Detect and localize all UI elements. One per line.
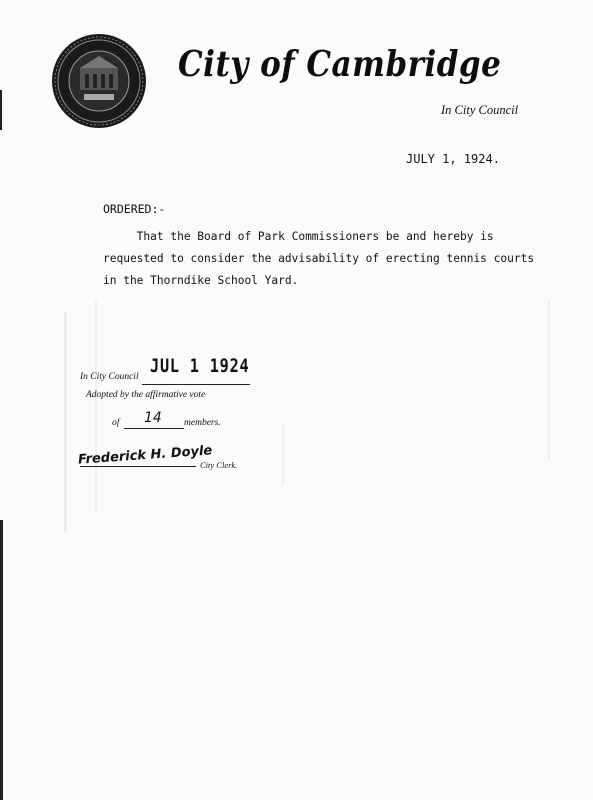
- stamp-adopted-label: Adopted by the affirmative vote: [86, 390, 206, 400]
- letterhead-subtitle: In City Council: [441, 103, 519, 117]
- stamp-signature-line: [80, 466, 196, 467]
- city-seal-icon: [50, 32, 148, 130]
- order-line: That the Board of Park Commissioners be and hereby is: [103, 230, 494, 243]
- order-heading: ORDERED:-: [103, 202, 166, 216]
- order-body: [103, 226, 553, 292]
- stamp-vote-line: [124, 428, 184, 429]
- scan-edge-mark: [0, 90, 2, 130]
- stamp-date: JUL 1 1924: [150, 355, 250, 377]
- letterhead-title: City of Cambridge: [178, 44, 502, 86]
- stamp-members-label: members.: [184, 418, 221, 428]
- stamp-date-line: [142, 384, 250, 385]
- order-line: in the Thorndike School Yard.: [103, 274, 299, 287]
- scan-smudge: [282, 425, 284, 485]
- clerk-signature: Frederick H. Doyle: [77, 443, 213, 468]
- scan-smudge: [64, 312, 67, 532]
- order-line: requested to consider the advisability of erecting tennis courts: [103, 252, 535, 265]
- stamp-in-council-label: In City Council: [80, 372, 139, 382]
- scan-smudge: [548, 300, 550, 460]
- stamp-vote-count: 14: [144, 410, 162, 426]
- order-date: JULY 1, 1924.: [406, 152, 500, 166]
- council-stamp: [77, 350, 280, 480]
- stamp-clerk-label: City Clerk.: [200, 460, 238, 470]
- scan-smudge: [95, 300, 97, 510]
- scan-edge-mark: [0, 520, 3, 800]
- stamp-of-label: of: [112, 418, 120, 428]
